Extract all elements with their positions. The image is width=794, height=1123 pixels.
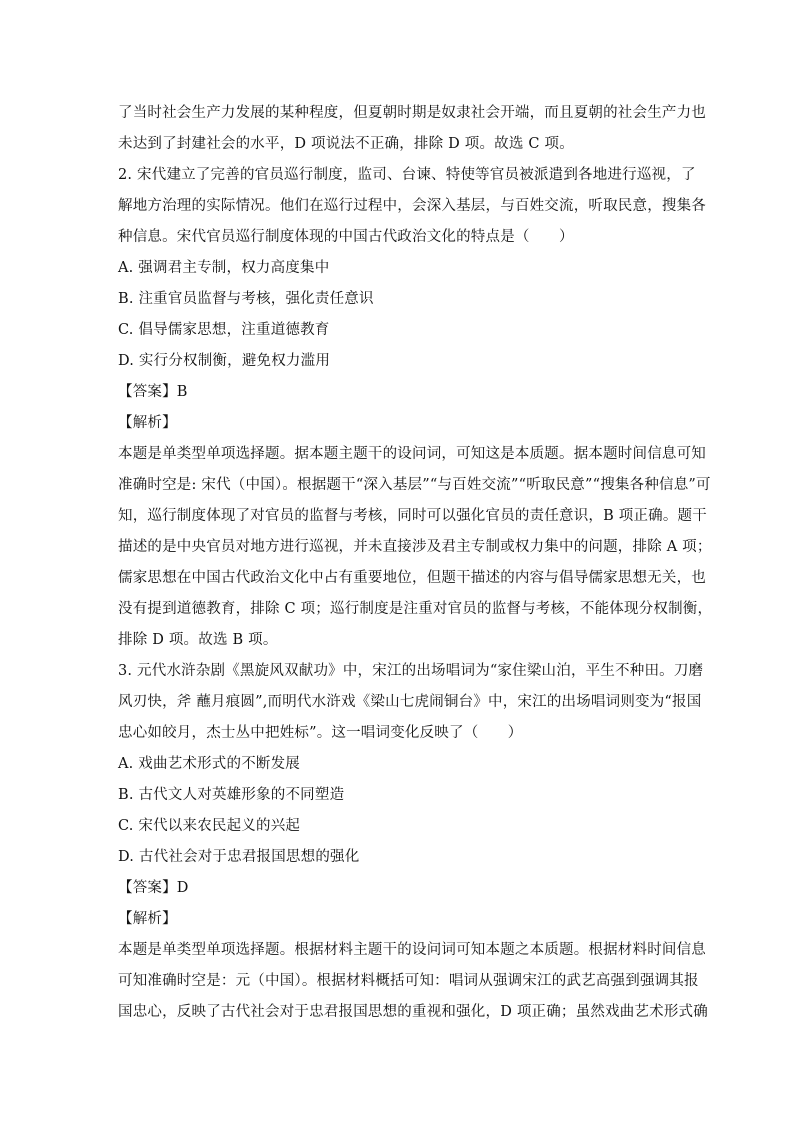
question-3-analysis-heading: 【解析】	[118, 911, 177, 927]
analysis-text: 排除 D 项。故选 B 项。	[118, 632, 278, 648]
question-2-analysis-heading: 【解析】	[118, 415, 177, 431]
question-3-stem: 风刃快，斧 蘸月痕圆”,而明代水浒戏《梁山七虎闹铜台》中，宋江的出场唱词则变为“报国	[118, 694, 702, 710]
question-3-option-b: B. 古代文人对英雄形象的不同塑造	[118, 787, 345, 803]
text-line: 未达到了封建社会的水平，D 项说法不正确，排除 D 项。故选 C 项。	[118, 136, 574, 152]
question-3-option-c: C. 宋代以来农民起义的兴起	[118, 818, 301, 834]
text-line: 了当时社会生产力发展的某种程度，但夏朝时期是奴隶社会开端，而且夏朝的社会生产力也	[118, 105, 706, 121]
question-2-option-c: C. 倡导儒家思想，注重道德教育	[118, 322, 330, 338]
question-3-stem: 3. 元代水浒杂剧《黑旋风双献功》中，宋江的出场唱词为“家住梁山泊，平生不种田。刀磨	[118, 663, 704, 679]
question-2-stem: 解地方治理的实际情况。他们在巡行过程中，会深入基层，与百姓交流，听取民意，搜集各	[118, 198, 706, 214]
question-2-option-d: D. 实行分权制衡，避免权力滥用	[118, 353, 331, 369]
question-2-option-a: A. 强调君主专制，权力高度集中	[118, 260, 330, 276]
question-2-option-b: B. 注重官员监督与考核，强化责任意识	[118, 291, 374, 307]
analysis-text: 可知准确时空是：元（中国）。根据材料概括可知：唱词从强调宋江的武艺高强到强调其报	[118, 973, 699, 989]
document-page	[118, 98, 713, 1028]
analysis-text: 知，巡行制度体现了对官员的监督与考核，同时可以强化官员的责任意识，B 项正确。题干	[118, 508, 707, 524]
analysis-text: 没有提到道德教育，排除 C 项；巡行制度是注重对官员的监督与考核，不能体现分权制衡，	[118, 601, 713, 617]
question-2-answer: 【答案】B	[118, 384, 188, 400]
analysis-text: 国忠心，反映了古代社会对于忠君报国思想的重视和强化，D 项正确；虽然戏曲艺术形式确	[118, 1004, 708, 1020]
question-2-stem: 种信息。宋代官员巡行制度体现的中国古代政治文化的特点是（ ）	[118, 229, 574, 245]
question-2-stem: 2. 宋代建立了完善的官员巡行制度，监司、台谏、特使等官员被派遣到各地进行巡视，了	[118, 167, 696, 183]
question-3-answer: 【答案】D	[118, 880, 189, 896]
question-3-option-d: D. 古代社会对于忠君报国思想的强化	[118, 849, 360, 865]
analysis-text: 儒家思想在中国古代政治文化中占有重要地位，但题干描述的内容与倡导儒家思想无关，也	[118, 570, 706, 586]
analysis-text: 描述的是中央官员对地方进行巡视，并未直接涉及君主专制或权力集中的问题，排除 A 项；	[118, 539, 712, 555]
question-3-stem: 忠心如皎月，杰士丛中把姓标”。这一唱词变化反映了（ ）	[118, 725, 523, 741]
question-3-option-a: A. 戏曲艺术形式的不断发展	[118, 756, 300, 772]
analysis-text: 本题是单类型单项选择题。根据材料主题干的设问词可知本题之本质题。根据材料时间信息	[118, 942, 706, 958]
analysis-text: 准确时空是: 宋代（中国）。根据题干“深入基层”“与百姓交流”“听取民意”“搜集各种信息”可	[118, 477, 711, 493]
analysis-text: 本题是单类型单项选择题。据本题主题干的设问词，可知这是本质题。据本题时间信息可知	[118, 446, 706, 462]
